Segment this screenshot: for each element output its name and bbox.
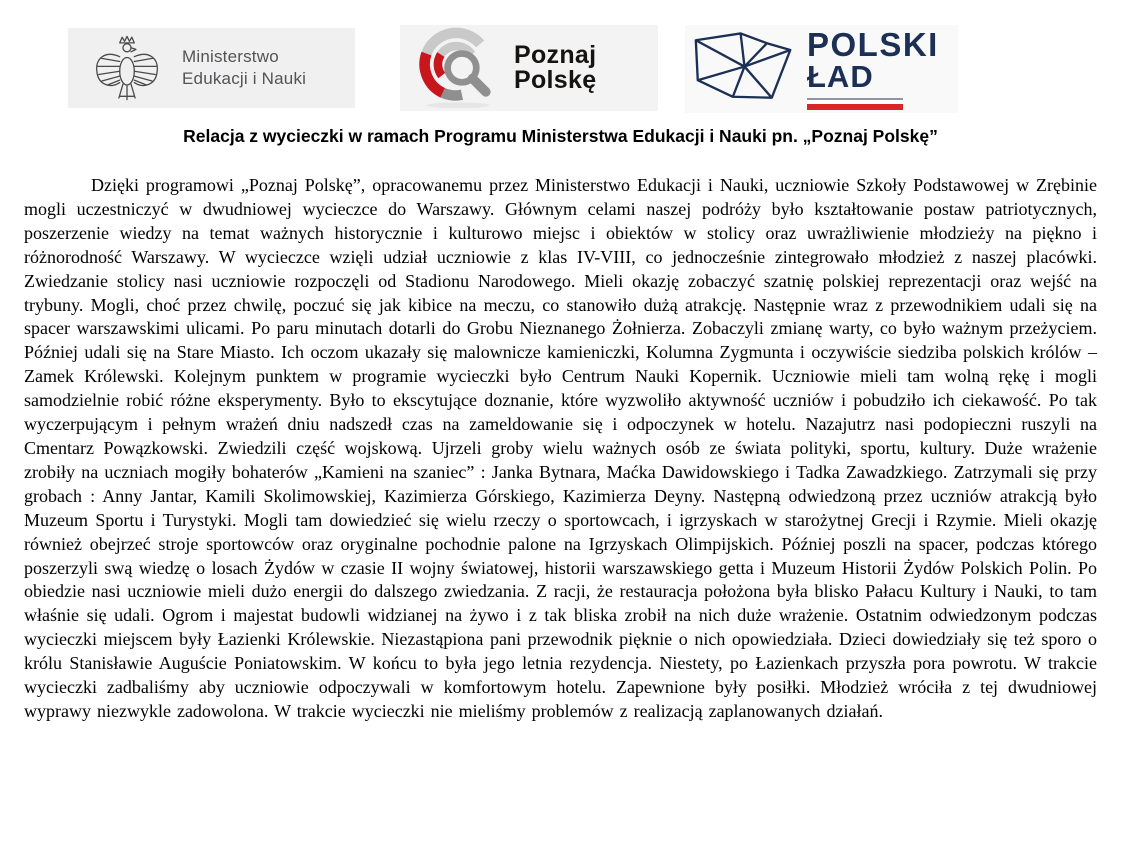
poznaj-logo-line2: Polskę xyxy=(514,66,597,94)
poznaj-logo-line1: Poznaj xyxy=(514,40,597,69)
page-title: Relacja z wycieczki w ramach Programu Ministerstwa Edukacji i Nauki pn. „Poznaj Polskę” xyxy=(183,126,938,146)
polish-eagle-icon xyxy=(90,34,164,102)
ministry-logo-line2: Edukacji i Nauki xyxy=(182,69,307,88)
polski-lad-line2: ŁAD xyxy=(807,58,874,94)
polski-lad-text xyxy=(807,25,939,111)
poland-flag-stripes xyxy=(807,98,903,110)
polski-lad-logo xyxy=(685,25,958,113)
flag-stripe-red xyxy=(807,104,903,110)
article-paragraph: Dzięki programowi „Poznaj Polskę”, opracowanemu przez Ministerstwo Edukacji i Nauki, uczniowie Szkoły Podstawowej w Zrębinie mogli uczestniczyć w dwudniowej wycieczce do Warszawy. Głównym celami naszej podróży było kształtowanie postaw patriotycznych, poszerzenie wiedzy na temat ważnych historycznie i kulturowo miejsc i obiektów w stolicy oraz uwrażliwienie młodzieży na piękno i różnorodność Warszawy. W wycieczce wzięli udział uczniowie z klas IV-VIII, co jednocześnie zintegrowało młodzież z naszej placówki. Zwiedzanie stolicy nasi uczniowie rozpoczęli od Stadionu Narodowego. Mieli okazję zobaczyć szatnię polskiej reprezentacji oraz wejść na trybuny. Mogli, choć przez chwilę, poczuć się jak kibice na meczu, co stanowiło dużą atrakcję. Następnie wraz z przewodnikiem udali się na spacer warszawskimi ulicami. Po paru minutach dotarli do Grobu Nieznanego Żołnierza. Zobaczyli zmianę warty, co było ważnym przeżyciem. Później udali się na Stare Miasto. Ich oczom ukazały się malownicze kamieniczki, Kolumna Zygmunta i oczywiście siedziba polskich królów – Zamek Królewski. Kolejnym punktem w programie wycieczki było Centrum Nauki Kopernik. Uczniowie mieli tam wolną rękę i mogli samodzielnie robić różne eksperymenty. Było to ekscytujące doznanie, które wyzwoliło aktywność uczniów i pobudziło ich ciekawość. Po tak wyczerpującym i pełnym wrażeń dniu nadszedł czas na zameldowanie się i odpoczynek w hotelu. Nazajutrz nasi podopieczni ruszyli na Cmentarz Powązkowski. Zwiedzili część wojskową. Ujrzeli groby wielu ważnych osób ze świata polityki, sportu, kultury. Duże wrażenie zrobiły na uczniach mogiły bohaterów „Kamieni na szaniec” : Janka Bytnara, Maćka Dawidowskiego i Tadka Zawadzkiego. Zatrzymali się przy grobach : Anny Jantar, Kamili Skolimowskiej, Kazimierza Górskiego, Kazimierza Deyny. Następną odwiedzoną przez uczniów atrakcją było Muzeum Sportu i Turystyki. Mogli tam dowiedzieć się wielu rzeczy o sportowcach, i igrzyskach w starożytnej Grecji i Rzymie. Mieli okazję również obejrzeć stroje sportowców oraz oryginalne pochodnie palone na Igrzyskach Olimpijskich. Później poszli na spacer, podczas którego poszerzyli swą wiedzę o losach Żydów w czasie II wojny światowej, historii warszawskiego getta i Muzeum Historii Żydów Polskich Polin. Po obiedzie nasi uczniowie mieli dużo energii do dalszego zwiedzania. Z racji, że restauracja położona była blisko Pałacu Kultury i Nauki, to tam właśnie się udali. Ogrom i majestat budowli widzianej na żywo i z tak bliska zrobił na nich duże wrażenie. Ostatnim odwiedzonym podczas wycieczki miejscem były Łazienki Królewskie. Niezastąpiona pani przewodnik pięknie o nich opowiedziała. Dzieci dowiedziały się też sporo o królu Stanisławie Auguście Poniatowskim. W końcu to była jego letnia rezydencja. Niestety, po Łazienkach przyszła pora powrotu. W trakcie wycieczki zadbaliśmy aby uczniowie odpoczywali w komfortowym hotelu. Zapewnione były posiłki. Młodzież wróciła z tej dwudniowej wyprawy niezwykle zadowolona. W trakcie wycieczki nie mieliśmy problemów z realizacją zaplanowanych działań. xyxy=(24,175,1097,721)
ministry-logo-line1: Ministerstwo xyxy=(182,46,279,66)
polski-lad-line1: POLSKI xyxy=(807,25,939,63)
poland-mesh-icon xyxy=(689,27,801,111)
poznaj-logo-text xyxy=(514,40,597,94)
ministry-logo-text xyxy=(182,46,306,91)
ministry-logo xyxy=(68,28,355,108)
magnifier-arcs-icon xyxy=(414,20,506,112)
poznaj-polske-logo xyxy=(400,25,658,111)
